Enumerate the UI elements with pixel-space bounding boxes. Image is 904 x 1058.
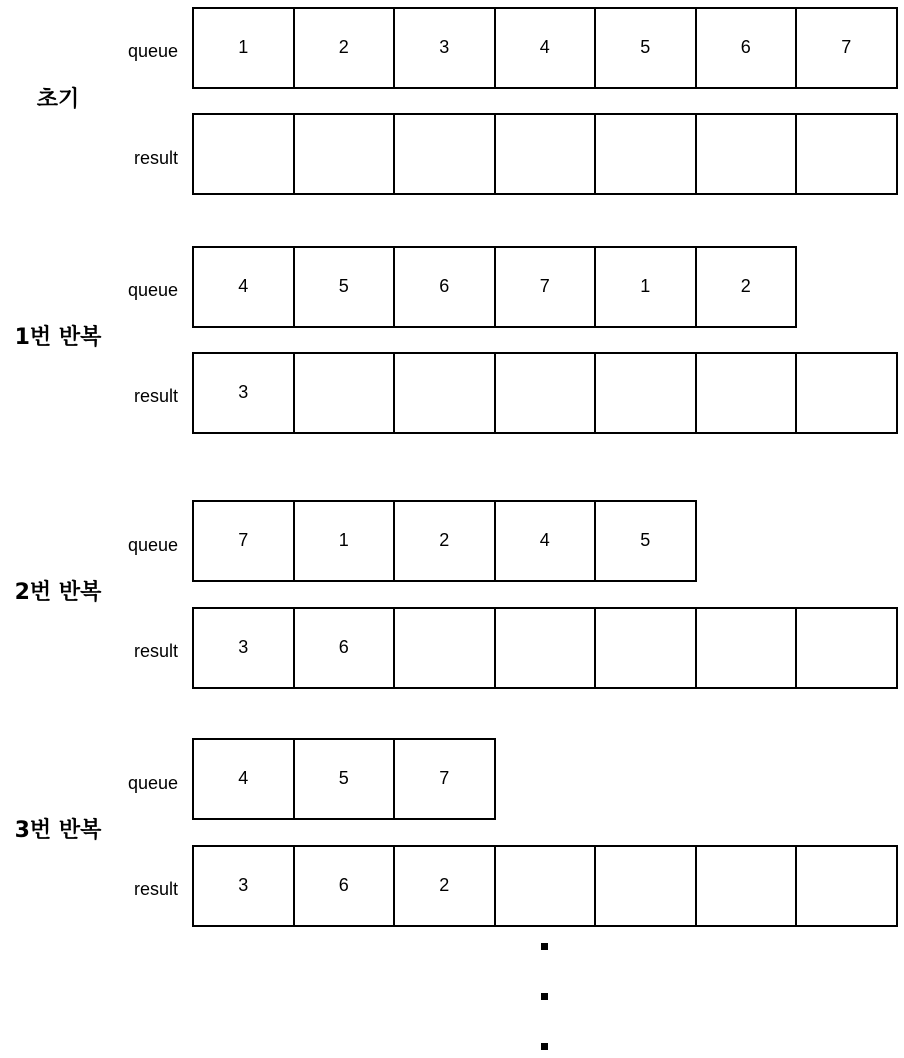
- result-cell: [596, 354, 697, 432]
- result-cell: 6: [295, 847, 396, 925]
- result-cell: [395, 609, 496, 687]
- queue-cell: 1: [295, 502, 396, 580]
- result-cell: 2: [395, 847, 496, 925]
- queue-cell: 7: [797, 9, 898, 87]
- result-cell: [496, 354, 597, 432]
- queue-cell: 4: [194, 248, 295, 326]
- queue-label: queue: [127, 773, 178, 793]
- result-label: result: [133, 879, 178, 899]
- result-cell: [295, 115, 396, 193]
- result-cell: [194, 115, 295, 193]
- queue-cell: 2: [395, 502, 496, 580]
- result-cell: [295, 354, 396, 432]
- queue-row: [192, 246, 797, 328]
- queue-row: [192, 500, 697, 582]
- result-cell: 3: [194, 847, 295, 925]
- queue-cell: 1: [596, 248, 697, 326]
- queue-label: queue: [127, 535, 178, 555]
- queue-cell: 7: [194, 502, 295, 580]
- queue-cell: 4: [496, 502, 597, 580]
- result-cell: [496, 115, 597, 193]
- result-cell: [496, 847, 597, 925]
- queue-cell: 5: [295, 248, 396, 326]
- queue-cell: 5: [295, 740, 396, 818]
- queue-cell: 7: [496, 248, 597, 326]
- result-cell: [496, 609, 597, 687]
- result-label: result: [133, 386, 178, 406]
- queue-cell: 6: [395, 248, 496, 326]
- queue-row: [192, 7, 898, 89]
- result-cell: [797, 609, 898, 687]
- result-row: [192, 845, 898, 927]
- result-cell: [797, 354, 898, 432]
- result-row: [192, 607, 898, 689]
- queue-cell: 2: [697, 248, 798, 326]
- queue-cell: 6: [697, 9, 798, 87]
- result-cell: [395, 115, 496, 193]
- result-cell: 6: [295, 609, 396, 687]
- result-cell: [596, 115, 697, 193]
- stage-title-initial: 초기: [36, 87, 80, 112]
- queue-cell: 1: [194, 9, 295, 87]
- result-row: [192, 113, 898, 195]
- result-cell: [395, 354, 496, 432]
- result-label: result: [133, 641, 178, 661]
- queue-cell: 3: [395, 9, 496, 87]
- continuation-dot: [541, 993, 548, 1000]
- stage-title-iteration-1: 1번 반복: [14, 325, 102, 350]
- result-cell: [697, 609, 798, 687]
- queue-label: queue: [127, 280, 178, 300]
- continuation-dot: [541, 943, 548, 950]
- result-cell: [797, 115, 898, 193]
- queue-label: queue: [127, 41, 178, 61]
- stage-title-iteration-2: 2번 반복: [14, 580, 102, 605]
- queue-cell: 2: [295, 9, 396, 87]
- queue-cell: 7: [395, 740, 496, 818]
- result-cell: [697, 847, 798, 925]
- result-cell: [797, 847, 898, 925]
- result-row: [192, 352, 898, 434]
- queue-row: [192, 738, 496, 820]
- queue-cell: 4: [194, 740, 295, 818]
- result-cell: [596, 609, 697, 687]
- queue-cell: 5: [596, 502, 697, 580]
- result-cell: [596, 847, 697, 925]
- stage-title-iteration-3: 3번 반복: [14, 818, 102, 843]
- queue-cell: 5: [596, 9, 697, 87]
- queue-cell: 4: [496, 9, 597, 87]
- result-cell: 3: [194, 609, 295, 687]
- result-label: result: [133, 148, 178, 168]
- result-cell: [697, 354, 798, 432]
- result-cell: 3: [194, 354, 295, 432]
- continuation-dot: [541, 1043, 548, 1050]
- result-cell: [697, 115, 798, 193]
